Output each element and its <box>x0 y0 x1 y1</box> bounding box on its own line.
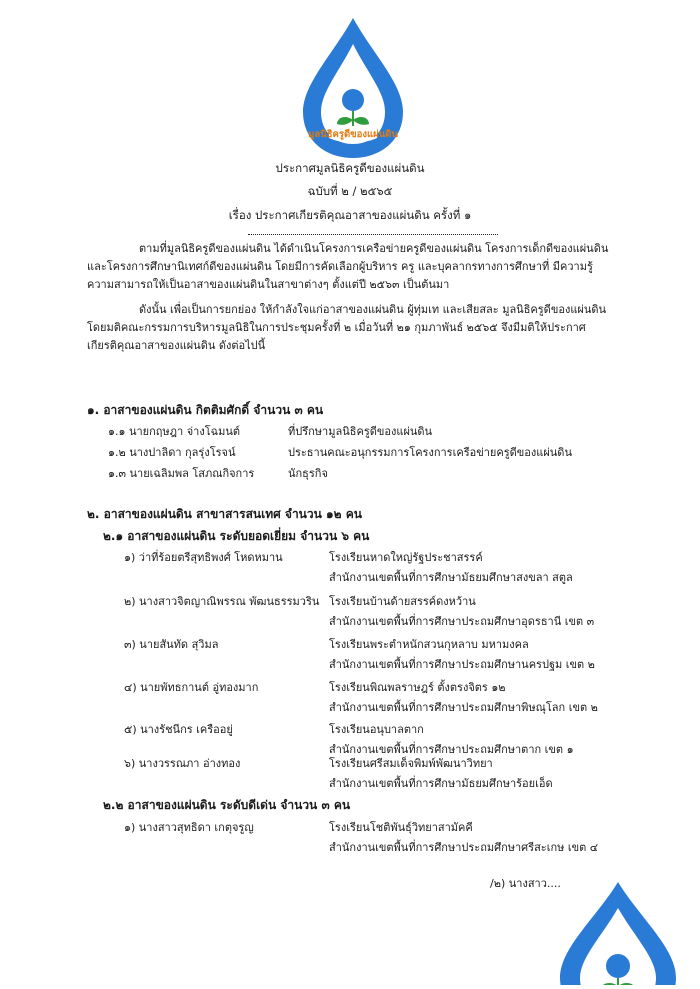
person-position: ประธานคณะอนุกรรมการโครงการเครือข่ายครูดีของแผ่นดิน <box>288 446 572 459</box>
announcement-subject: เรื่อง ประกาศเกียรติคุณอาสาของแผ่นดิน ครั้งที่ ๑ <box>228 208 472 222</box>
school-name: โรงเรียนอนุบาลตาก <box>329 723 424 736</box>
school-name: โรงเรียนศรีสมเด็จพิมพ์พัฒนาวิทยา <box>329 757 493 770</box>
person-name: ๑.๑ นายกฤษฎา จ่างโฉมนต์ <box>108 425 241 438</box>
dotted-divider <box>248 234 498 235</box>
person-name: ๑.๒ นางปาลิดา กุลรุ่งโรจน์ <box>108 446 236 459</box>
education-office: สำนักงานเขตพื้นที่การศึกษาประถมศึกษานครปฐม เขต ๒ <box>329 658 595 671</box>
school-name: โรงเรียนหาดใหญ่รัฐประชาสรรค์ <box>329 551 483 564</box>
person-name: ๖) นางวรรณภา อ่างทอง <box>124 757 241 770</box>
school-name: โรงเรียนพิณพลราษฎร์ ตั้งตรงจิตร ๑๒ <box>329 681 506 694</box>
subsection-2-1-heading: ๒.๑ อาสาของแผ่นดิน ระดับยอดเยี่ยม จำนวน ๖ คน <box>103 529 370 543</box>
person-position: นักธุรกิจ <box>288 467 328 480</box>
education-office: สำนักงานเขตพื้นที่การศึกษาประถมศึกษาอุดรธานี เขต ๓ <box>329 615 595 628</box>
person-name: ๕) นางรัชนีกร เครืออยู่ <box>124 723 233 736</box>
school-name: โรงเรียนโชติพันธุ์วิทยาสามัคคี <box>329 821 473 834</box>
intro-paragraph <box>87 240 609 294</box>
announcement-number: ฉบับที่ ๒ / ๒๕๖๕ <box>307 184 393 198</box>
school-name: โรงเรียนบ้านด้ายสรรค์ดงหว้าน <box>329 595 476 608</box>
intro-line: ตามที่มูลนิธิครูดีของแผ่นดิน ได้ดำเนินโครงการเครือข่ายครูดีของแผ่นดิน โครงการเด็กดีของแผ่นดิน <box>139 242 609 255</box>
person-name: ๑) นางสาวสุทธิดา เกตุจรูญ <box>124 821 254 834</box>
resolution-line: โดยมติคณะกรรมการบริหารมูลนิธิในการประชุมครั้งที่ ๒ เมื่อวันที่ ๒๑ กุมภาพันธ์ ๒๕๖๕ จึงมีมติให้ประกาศ <box>87 321 586 334</box>
education-office: สำนักงานเขตพื้นที่การศึกษาประถมศึกษาพิษณุโลก เขต ๒ <box>329 701 598 714</box>
person-name: ๔) นายพัทธกานต์ อู่ทองมาก <box>124 681 259 694</box>
person-position: ที่ปรึกษามูลนิธิครูดีของแผ่นดิน <box>288 425 433 438</box>
announcement-title: ประกาศมูลนิธิครูดีของแผ่นดิน <box>275 161 425 175</box>
intro-line: และโครงการศึกษานิเทศก์ดีของแผ่นดิน โดยมีการคัดเลือกผู้บริหาร ครู และบุคลากรทางการศึกษาที่ มีความรู้ <box>87 260 593 273</box>
resolution-line: เกียรติคุณอาสาของแผ่นดิน ดังต่อไปนี้ <box>87 339 266 352</box>
subsection-2-2-heading: ๒.๒ อาสาของแผ่นดิน ระดับดีเด่น จำนวน ๓ คน <box>103 798 351 812</box>
foundation-logo-watermark <box>548 880 688 985</box>
education-office: สำนักงานเขตพื้นที่การศึกษามัธยมศึกษาสงขลา สตูล <box>329 571 573 584</box>
education-office: สำนักงานเขตพื้นที่การศึกษาประถมศึกษาศรีสะเกษ เขต ๔ <box>329 841 599 854</box>
person-name: ๑.๓ นายเฉลิมพล โสภณกิจการ <box>108 467 255 480</box>
education-office: สำนักงานเขตพื้นที่การศึกษาประถมศึกษาตาก เขต ๑ <box>329 743 574 756</box>
next-page-marker: /๒) นางสาว.... <box>490 877 561 890</box>
svg-text:มูลนิธิครูดีของแผ่นดิน: มูลนิธิครูดีของแผ่นดิน <box>308 129 398 140</box>
person-name: ๑) ว่าที่ร้อยตรีสุทธิพงศ์ โหดหมาน <box>124 551 283 564</box>
section-1-heading: ๑. อาสาของแผ่นดิน กิตติมศักดิ์ จำนวน ๓ คน <box>87 403 324 417</box>
person-name: ๒) นางสาวจิตญาณิพรรณ พัฒนธรรมวริน <box>124 595 320 608</box>
foundation-logo <box>293 14 413 164</box>
resolution-line: ดังนั้น เพื่อเป็นการยกย่อง ให้กำลังใจแก่อาสาของแผ่นดิน ผู้ทุ่มเท และเสียสละ มูลนิธิครูดีของแผ่นดิน <box>139 303 607 316</box>
school-name: โรงเรียนพระตำหนักสวนกุหลาบ มหามงคล <box>329 638 529 651</box>
person-name: ๓) นายสันทัด สุวิมล <box>124 638 219 651</box>
section-2-heading: ๒. อาสาของแผ่นดิน สาขาสารสนเทศ จำนวน ๑๒ คน <box>87 507 362 521</box>
resolution-paragraph <box>87 301 607 355</box>
intro-line: ความสามารถให้เป็นอาสาของแผ่นดินในสาขาต่างๆ ตั้งแต่ปี ๒๕๖๓ เป็นต้นมา <box>87 278 450 291</box>
education-office: สำนักงานเขตพื้นที่การศึกษามัธยมศึกษาร้อยเอ็ด <box>329 777 553 790</box>
